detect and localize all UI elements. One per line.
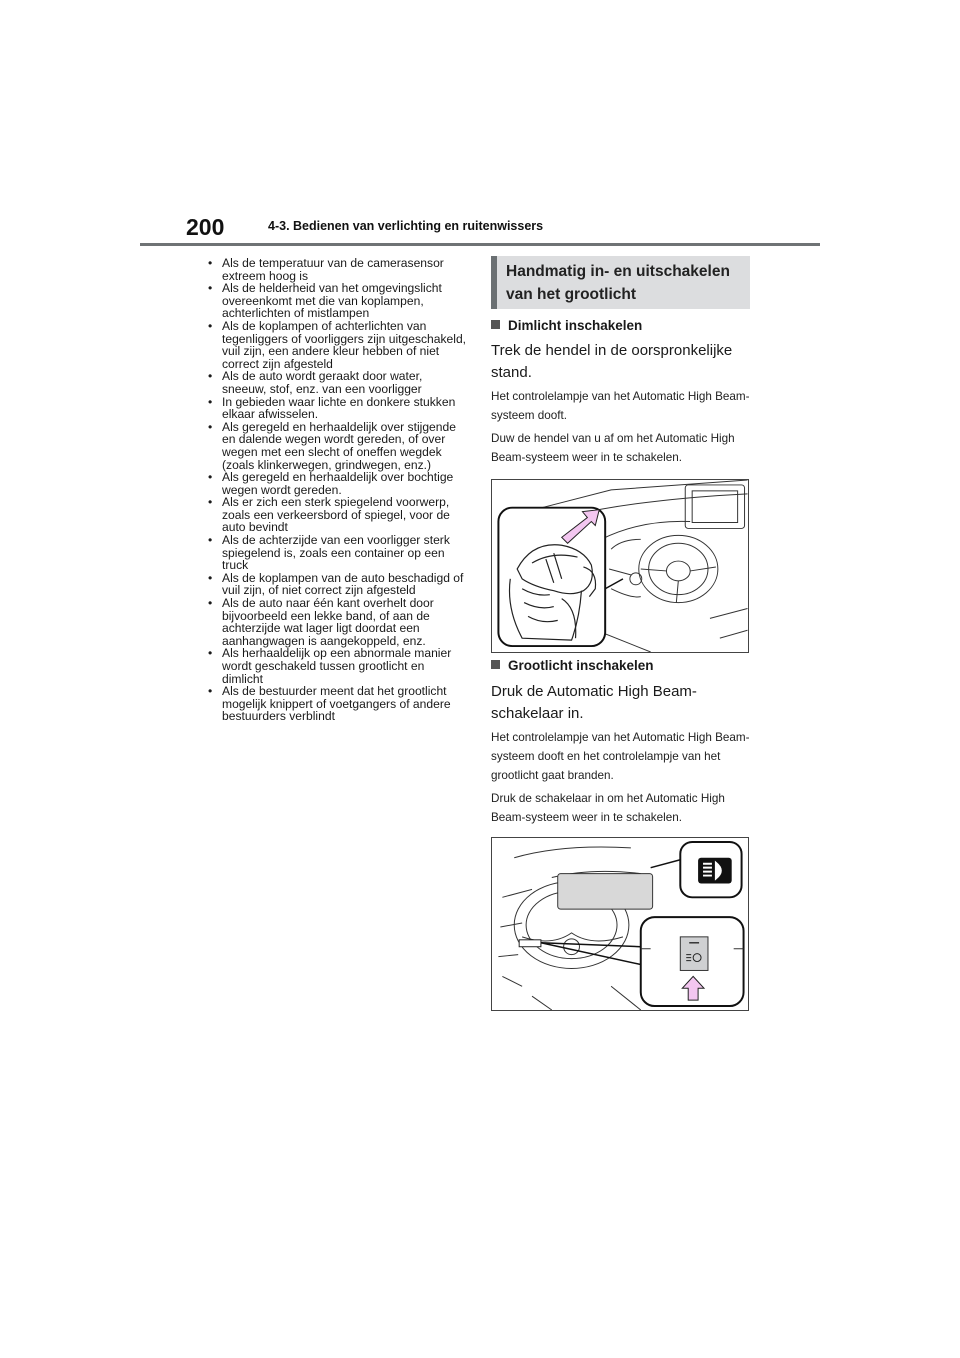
list-item: • In gebieden waar lichte en donkere stukken elkaar afwisselen.	[206, 396, 468, 421]
dimlicht-subheading	[491, 318, 642, 333]
square-bullet-icon	[491, 660, 500, 669]
list-item: • Als geregeld en herhaaldelijk over bochtige wegen wordt gereden.	[206, 471, 468, 496]
grootlicht-instruction: Druk de Automatic High Beam-schakelaar in.	[491, 683, 697, 722]
list-item: • Als de auto wordt geraakt door water, sneeuw, stof, enz. van een voorligger	[206, 370, 468, 395]
header-rule	[140, 243, 820, 246]
list-item: • Als de helderheid van het omgevingslicht overeenkomt met die van koplampen, achterlichten of mistlampen	[206, 282, 468, 320]
dimlicht-title: Dimlicht inschakelen	[508, 318, 643, 333]
list-item: • Als geregeld en herhaaldelijk over stijgende en dalende wegen wordt gereden, of over wegen met een slecht of oneffen wegdek (zoals klinkerwegen, grindwegen, enz.)	[206, 421, 468, 471]
list-item: • Als de bestuurder meent dat het grootlicht mogelijk knippert of voetgangers of andere bestuurders verblindt	[206, 685, 468, 723]
condition-list	[206, 257, 468, 723]
box-heading: Handmatig in- en uitschakelen van het grootlicht	[491, 256, 750, 309]
dimlicht-note: Het controlelampje van het Automatic High Beam-systeem dooft.	[491, 390, 750, 422]
switch-illustration	[491, 837, 749, 1011]
switch-press-drawing	[492, 838, 748, 1010]
page-number: 200	[186, 214, 225, 240]
list-item: • Als de koplampen of achterlichten van tegenliggers of voorliggers zijn uitgeschakeld, vuil zijn, een andere kleur hebben of niet correct zijn afgesteld	[206, 320, 468, 370]
list-item: • Als de temperatuur van de camerasensor extreem hoog is	[206, 257, 468, 282]
list-item: • Als herhaaldelijk op een abnormale manier wordt geschakeld tussen grootlicht en dimlicht	[206, 647, 468, 685]
grootlicht-note: Het controlelampje van het Automatic High Beam-systeem dooft en het controlelampje van het grootlicht gaat branden.	[491, 731, 750, 782]
lever-pull-drawing	[492, 480, 748, 652]
dimlicht-instruction: Trek de hendel in de oorspronkelijke stand.	[491, 342, 733, 381]
list-item: • Als de koplampen van de auto beschadigd of vuil zijn, of niet correct zijn afgesteld	[206, 572, 468, 597]
list-item: • Als er zich een sterk spiegelend voorwerp, zoals een verkeersbord of spiegel, voor de auto bevindt	[206, 496, 468, 534]
list-item: • Als de achterzijde van een voorligger sterk spiegelend is, zoals een container op een truck	[206, 534, 468, 572]
grootlicht-note-reactivate: Druk de schakelaar in om het Automatic High Beam-systeem weer in te schakelen.	[491, 792, 725, 824]
lever-illustration	[491, 479, 749, 653]
section-title: 4-3. Bedienen van verlichting en ruitenwissers	[268, 219, 544, 233]
grootlicht-subheading	[491, 658, 654, 673]
grootlicht-title: Grootlicht inschakelen	[508, 658, 654, 673]
square-bullet-icon	[491, 320, 500, 329]
dimlicht-note-reactivate: Duw de hendel van u af om het Automatic High Beam-systeem weer in te schakelen.	[491, 432, 735, 464]
list-item: • Als de auto naar één kant overhelt door bijvoorbeeld een lekke band, of aan de achterzijde wat lager ligt doordat een aanhangwagen is aangekoppeld, enz.	[206, 597, 468, 647]
